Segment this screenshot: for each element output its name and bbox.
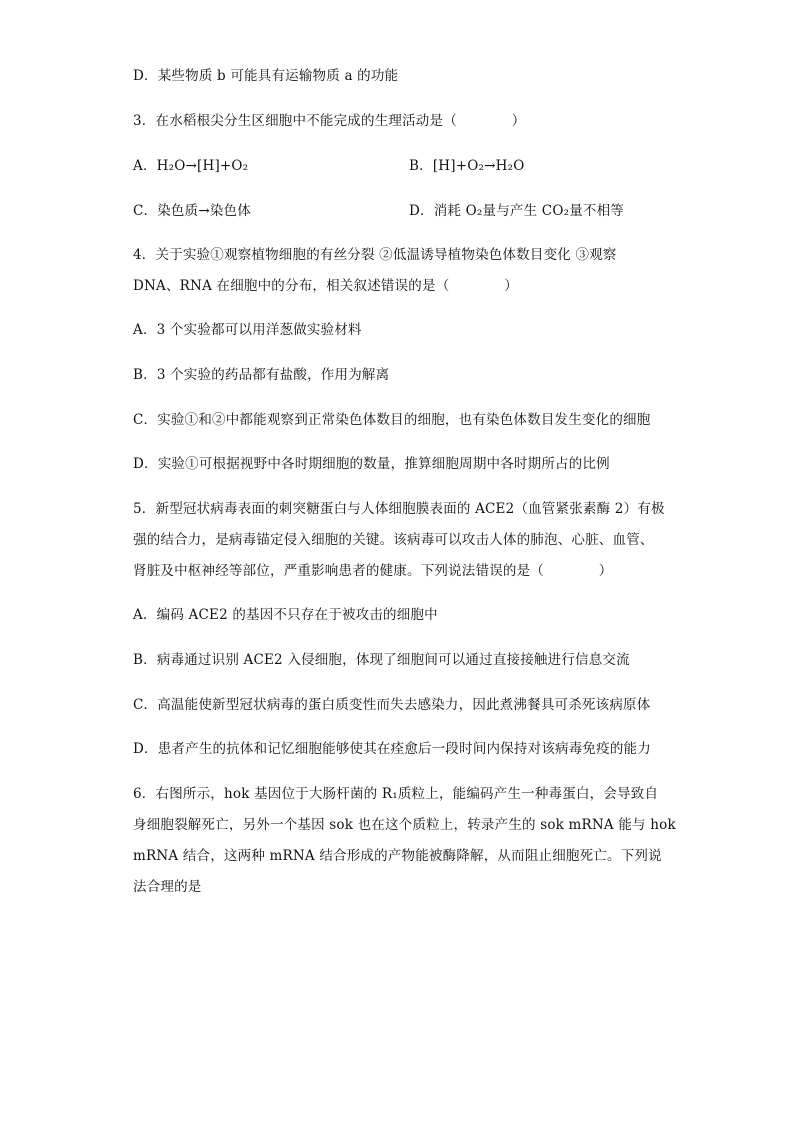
q5-option-b: B．病毒通过识别 ACE2 入侵细胞，体现了细胞间可以通过直接接触进行信息交流 bbox=[133, 652, 630, 668]
q3-stem: 3．在水稻根尖分生区细胞中不能完成的生理活动是（ ） bbox=[133, 113, 526, 129]
q4-stem-line-2: DNA、RNA 在细胞中的分布，相关叙述错误的是（ ） bbox=[133, 278, 518, 294]
q5-stem-line-2: 强的结合力，是病毒锚定侵入细胞的关键。该病毒可以攻击人体的肺泡、心脏、血管、 bbox=[133, 532, 654, 548]
q3-option-d: D．消耗 O₂量与产生 CO₂量不相等 bbox=[409, 203, 624, 219]
q5-option-a: A．编码 ACE2 的基因不只存在于被攻击的细胞中 bbox=[133, 607, 438, 623]
q5-option-c: C．高温能使新型冠状病毒的蛋白质变性而失去感染力，因此煮沸餐具可杀死该病原体 bbox=[133, 697, 651, 713]
q6-stem-line-3: mRNA 结合，这两种 mRNA 结合形成的产物能被酶降解，从而阻止细胞死亡。下列说 bbox=[133, 848, 662, 864]
q3-option-b: B．[H]+O₂→H₂O bbox=[409, 158, 525, 174]
q2-option-d: D．某些物质 b 可能具有运输物质 a 的功能 bbox=[133, 68, 399, 84]
q3-option-c: C．染色质→染色体 bbox=[133, 203, 251, 219]
q4-option-d: D．实验①可根据视野中各时期细胞的数量，推算细胞周期中各时期所占的比例 bbox=[133, 456, 610, 472]
q6-stem-line-4: 法合理的是 bbox=[133, 879, 202, 895]
q5-option-d: D．患者产生的抗体和记忆细胞能够使其在痊愈后一段时间内保持对该病毒免疫的能力 bbox=[133, 741, 651, 757]
q5-stem-line-3: 肾脏及中枢神经等部位，严重影响患者的健康。下列说法错误的是（ ） bbox=[133, 563, 613, 579]
q5-stem-line-1: 5．新型冠状病毒表面的刺突糖蛋白与人体细胞膜表面的 ACE2（血管紧张素酶 2）有极 bbox=[133, 501, 665, 517]
q4-stem-line-1: 4．关于实验①观察植物细胞的有丝分裂 ②低温诱导植物染色体数目变化 ③观察 bbox=[133, 247, 617, 263]
q4-option-b: B．3 个实验的药品都有盐酸，作用为解离 bbox=[133, 367, 390, 383]
q6-stem-line-2: 身细胞裂解死亡，另外一个基因 sok 也在这个质粒上，转录产生的 sok mRNA 能与 hok bbox=[133, 817, 676, 833]
q4-option-c: C．实验①和②中都能观察到正常染色体数目的细胞，也有染色体数目发生变化的细胞 bbox=[133, 412, 651, 428]
q3-option-a: A．H₂O→[H]+O₂ bbox=[133, 158, 249, 174]
q6-stem-line-1: 6．右图所示，hok 基因位于大肠杆菌的 R₁质粒上，能编码产生一种毒蛋白，会导致自 bbox=[133, 786, 659, 802]
q4-option-a: A．3 个实验都可以用洋葱做实验材料 bbox=[133, 322, 362, 338]
